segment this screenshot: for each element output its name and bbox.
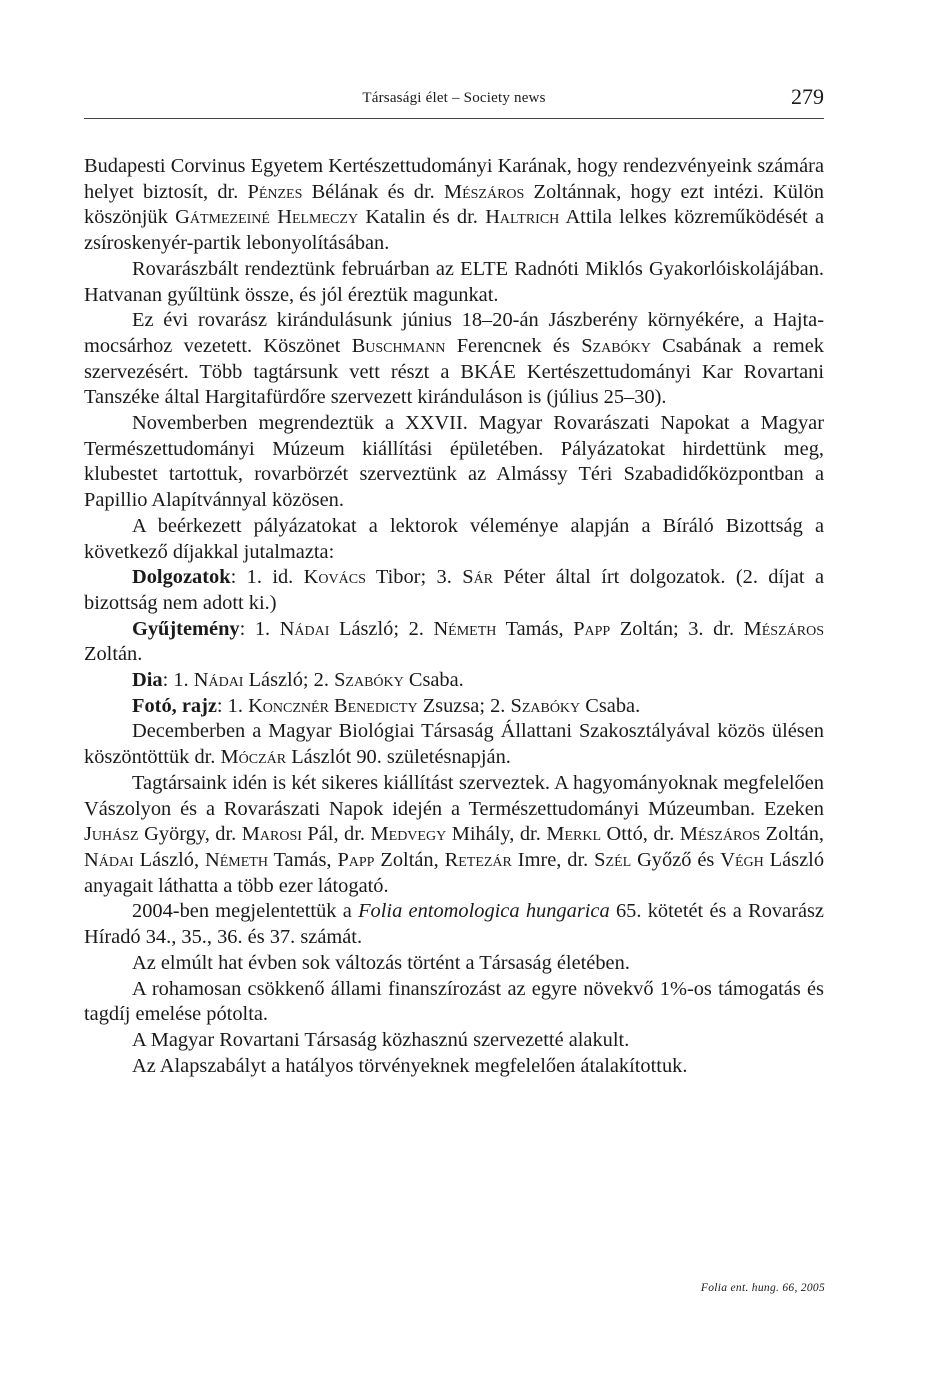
text-run: A Magyar Rovartani Társaság közhasznú szervezetté alakult.: [132, 1028, 630, 1051]
text-run: : 1.: [239, 617, 280, 640]
text-run: : 1.: [216, 694, 249, 717]
person-name: Németh: [433, 617, 497, 640]
person-name: Nádai: [84, 848, 134, 871]
text-run: Mihály, dr.: [446, 823, 547, 846]
running-title: Társasági élet – Society news: [362, 90, 546, 106]
text-run: Zoltán,: [374, 848, 445, 871]
journal-footer: Folia ent. hung. 66, 2005: [700, 1282, 825, 1294]
text-run: László,: [133, 848, 205, 871]
text-run: György, dr.: [138, 823, 242, 846]
text-run: Csaba.: [403, 669, 464, 692]
person-name: Pénzes: [247, 180, 303, 203]
text-run: Csabának a remek szervezésért. Több tagtársunk vett részt a BKÁE Kertészettudományi Kar Rovartani Tanszéke által Hargitafürdőre szervezett kiránduláson is (július 25–30).: [84, 334, 824, 409]
text-run: Decemberben a Magyar Biológiai Társaság Állattani Szakosztályával közös ülésen köszöntöttük dr.: [84, 720, 824, 769]
person-name: Mészáros: [679, 823, 761, 846]
paragraph: [84, 1054, 824, 1080]
person-name: Nádai: [193, 669, 244, 692]
person-name: Juhász: [84, 823, 139, 846]
article-body: [84, 154, 824, 1079]
page-number: 279: [791, 84, 824, 109]
page-header: [84, 86, 824, 119]
text-run: László; 2.: [243, 669, 335, 692]
text-run: : 1. id.: [230, 566, 304, 589]
text-run: Imre, dr.: [511, 848, 595, 871]
paragraph: [84, 977, 824, 1028]
text-run: Zoltán,: [760, 823, 825, 846]
text-run: 2004-ben megjelentettük a: [132, 900, 359, 923]
paragraph: [84, 514, 824, 565]
text-run: Novemberben megrendeztük a XXVII. Magyar Rovarászati Napokat a Magyar Természettudományi Múzeum kiállítási épületében. Pályázatokat hirdettünk meg, klubestet tartottuk, rovarbörzét szerveztünk az Almássy Téri Szabadidőközpontban a Papillio Alapítvánnyal közösen.: [84, 412, 824, 512]
text-run: : 1.: [162, 669, 194, 692]
person-name: Medvegy: [370, 823, 447, 846]
person-name: Sár: [462, 566, 494, 589]
text-run: László anyagait láthatta a több ezer látogató.: [84, 848, 825, 897]
person-name: Gátmezeiné Helmeczy: [175, 206, 359, 229]
person-name: Németh: [205, 848, 268, 871]
paragraph: [84, 1028, 824, 1054]
person-name: Marosi: [241, 823, 302, 846]
text-run: Zoltán; 3. dr.: [610, 617, 744, 640]
person-name: Kovács: [303, 566, 366, 589]
award-category: Dolgozatok: [132, 566, 231, 589]
text-run: Zoltán.: [84, 643, 143, 666]
text-run: Pál, dr.: [301, 823, 371, 846]
paragraph: [84, 565, 824, 616]
person-name: Papp: [337, 848, 375, 871]
award-category: Gyűjtemény: [132, 617, 240, 640]
text-run: Budapesti Corvinus Egyetem Kertészettudományi Karának, hogy rendezvényeink számára helyet biztosít, dr.: [84, 155, 824, 203]
paragraph: [84, 694, 824, 720]
text-run: 65. kötetét és a Rovarász Híradó 34., 35., 36. és 37. számát.: [84, 900, 824, 949]
paragraph: [84, 617, 824, 668]
text-run: Bélának és dr.: [302, 180, 444, 203]
text-run: Ferencnek és: [445, 334, 582, 357]
text-run: Zoltánnak, hogy ezt intézi. Külön köszönjük: [84, 180, 824, 229]
award-category: Dia: [132, 669, 163, 692]
text-run: A rohamosan csökkenő állami finanszírozást az egyre növekvő 1%-os támogatás és tagdíj emelése pótolta.: [84, 977, 824, 1026]
person-name: Nádai: [279, 617, 330, 640]
text-run: Lászlót 90. születésnapján.: [286, 746, 511, 769]
paragraph: [84, 771, 824, 900]
person-name: Móczár: [220, 746, 287, 769]
text-run: Attila lelkes közreműködését a zsíroskenyér-partik lebonyolításában.: [84, 206, 824, 255]
text-run: Ez évi rovarász kirándulásunk június 18–20-án Jászberény környékére, a Hajta-mocsárhoz vezetett. Köszönet: [84, 309, 824, 357]
person-name: Buschmann: [351, 334, 446, 357]
text-run: Péter által írt dolgozatok. (2. díjat a bizottság nem adott ki.): [84, 566, 824, 614]
paragraph: [84, 308, 824, 411]
text-run: Tamás,: [267, 848, 338, 871]
text-run: Zsuzsa; 2.: [417, 694, 511, 717]
person-name: Koncznér Benedicty: [248, 694, 418, 717]
person-name: Szabóky: [510, 694, 581, 717]
text-run: László; 2.: [329, 617, 434, 640]
text-run: Rovarászbált rendeztünk februárban az ELTE Radnóti Miklós Gyakorlóiskolájában. Hatvanan gyűltünk össze, és jól éreztük magunkat.: [84, 257, 824, 306]
text-run: Ottó, dr.: [601, 823, 680, 846]
paragraph: [84, 257, 824, 308]
text-run: Tamás,: [496, 617, 574, 640]
paragraph: [84, 899, 824, 950]
text-run: A beérkezett pályázatokat a lektorok véleménye alapján a Bíráló Bizottság a következő díjakkal jutalmazta:: [84, 514, 824, 563]
text-run: Tagtársaink idén is két sikeres kiállítást szerveztek. A hagyományoknak megfelelően Vászolyon és a Rovarászati Napok idején a Természettudományi Múzeumban. Ezeken: [84, 771, 824, 820]
person-name: Szél: [594, 848, 632, 871]
text-run: Katalin és dr.: [358, 206, 486, 229]
text-run: Csaba.: [580, 694, 641, 717]
text-run: Tibor; 3.: [365, 566, 463, 589]
person-name: Retezár: [444, 848, 512, 871]
person-name: Szabóky: [581, 334, 651, 357]
award-category: Fotó, rajz: [132, 694, 217, 717]
paragraph: [84, 951, 824, 977]
text-run: Az elmúlt hat évben sok változás történt a Társaság életében.: [132, 951, 630, 974]
person-name: Mészáros: [743, 617, 824, 640]
journal-title: Folia entomologica hungarica: [358, 900, 610, 923]
person-name: Szabóky: [334, 669, 404, 692]
paragraph: [84, 154, 824, 257]
person-name: Végh: [720, 848, 764, 871]
person-name: Mészáros: [443, 180, 525, 203]
person-name: Papp: [573, 617, 611, 640]
text-run: Az Alapszabályt a hatályos törvényeknek megfelelően átalakítottuk.: [132, 1054, 688, 1077]
person-name: Merkl: [546, 823, 602, 846]
paragraph: [84, 668, 824, 694]
person-name: Haltrich: [485, 206, 560, 229]
text-run: Győző és: [631, 848, 721, 871]
paragraph: [84, 719, 824, 770]
paragraph: [84, 411, 824, 514]
